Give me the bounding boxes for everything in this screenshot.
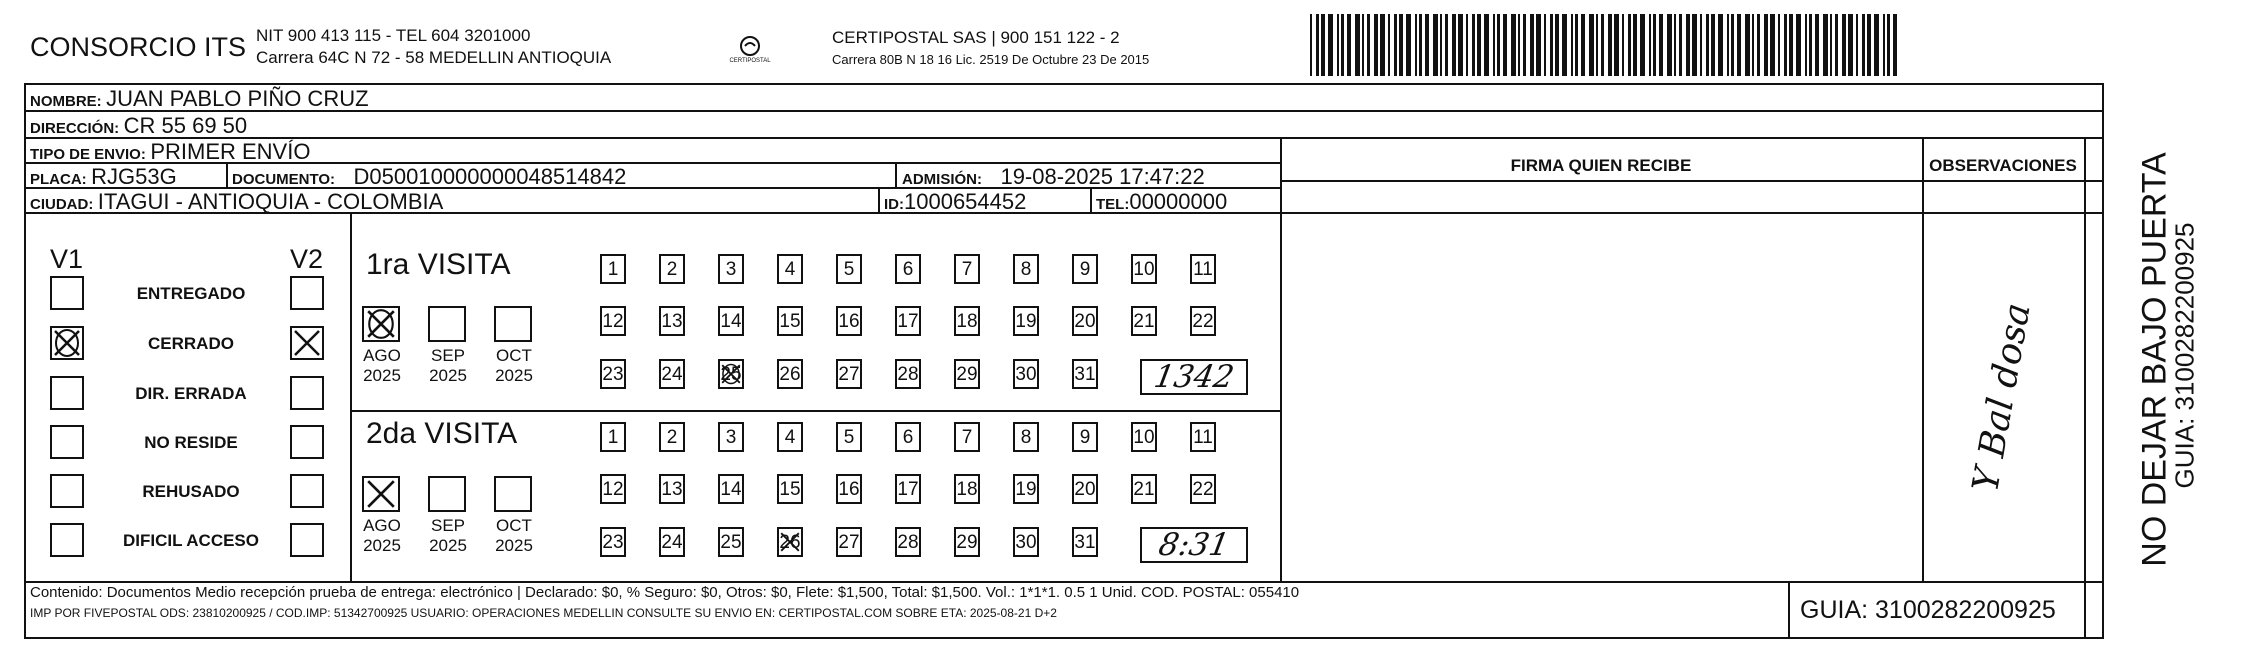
day-label: 8 [1020, 259, 1032, 280]
placa-label: PLACA: [30, 171, 87, 188]
placa-value: RJG53G [91, 164, 177, 189]
day-label: 31 [1074, 364, 1096, 385]
day-box[interactable] [1013, 422, 1039, 452]
day-box[interactable] [954, 422, 980, 452]
day-label: 17 [897, 479, 919, 500]
day-label: 16 [838, 311, 860, 332]
day-box[interactable] [1190, 254, 1216, 284]
day-box[interactable] [777, 474, 803, 504]
day-box[interactable] [659, 474, 685, 504]
tel-label: TEL: [1096, 196, 1130, 213]
day-box[interactable] [1013, 359, 1039, 389]
day-box[interactable] [600, 306, 626, 336]
day-box[interactable] [659, 422, 685, 452]
day-label: 21 [1133, 311, 1155, 332]
month-checkbox[interactable] [362, 476, 400, 512]
day-label: 6 [902, 259, 914, 280]
day-label: 26 [779, 364, 801, 385]
admision-label: ADMISIÓN: [902, 171, 982, 188]
day-label: 30 [1015, 364, 1037, 385]
company-address: Carrera 64C N 72 - 58 MEDELLIN ANTIOQUIA [256, 48, 612, 67]
day-label: 12 [602, 311, 624, 332]
day-box[interactable] [836, 422, 862, 452]
day-box[interactable] [1072, 306, 1098, 336]
day-box[interactable] [777, 306, 803, 336]
day-label: 18 [956, 479, 978, 500]
day-box[interactable] [954, 359, 980, 389]
v1-checkbox[interactable] [50, 376, 84, 410]
day-box[interactable] [836, 306, 862, 336]
day-box[interactable] [1013, 306, 1039, 336]
day-label: 5 [843, 427, 855, 448]
day-label: 18 [956, 311, 978, 332]
day-box[interactable] [1013, 527, 1039, 557]
day-box[interactable] [954, 306, 980, 336]
day-label: 25 [720, 532, 742, 553]
firma-header: FIRMA QUIEN RECIBE [1510, 156, 1692, 175]
day-label: 1 [607, 259, 619, 280]
id-value: 1000654452 [904, 189, 1027, 214]
day-box[interactable] [777, 422, 803, 452]
day-box[interactable] [836, 359, 862, 389]
day-label: 31 [1074, 532, 1096, 553]
month-year: 2025 [429, 536, 467, 555]
day-label: 21 [1133, 479, 1155, 500]
month-label: SEP [430, 516, 466, 535]
day-box[interactable] [718, 474, 744, 504]
day-label: 26 [779, 532, 801, 553]
nombre-label: NOMBRE: [30, 93, 102, 110]
day-label: 25 [720, 364, 742, 385]
day-label: 19 [1015, 479, 1037, 500]
signature-text: Y Bal dosa [1965, 300, 2039, 495]
v2-checkbox[interactable] [290, 474, 324, 508]
day-box[interactable] [718, 422, 744, 452]
day-label: 27 [838, 532, 860, 553]
v1-checkbox[interactable] [50, 523, 84, 557]
day-label: 15 [779, 479, 801, 500]
day-box[interactable] [777, 254, 803, 284]
direccion-label: DIRECCIÓN: [30, 120, 120, 137]
month-checkbox[interactable] [494, 476, 532, 512]
month-label: OCT [496, 346, 532, 365]
day-box[interactable] [1131, 306, 1157, 336]
ciudad-value: ITAGUI - ANTIOQUIA - COLOMBIA [97, 189, 444, 214]
day-label: 19 [1015, 311, 1037, 332]
day-box[interactable] [895, 527, 921, 557]
day-box[interactable] [600, 527, 626, 557]
v1-checkbox[interactable] [50, 474, 84, 508]
signature [1922, 212, 2084, 581]
v1-label: V1 [50, 244, 84, 274]
certipostal-logo-icon [730, 34, 770, 68]
nombre-value: JUAN PABLO PIÑO CRUZ [106, 86, 369, 111]
day-label: 7 [961, 259, 973, 280]
day-label: 3 [725, 259, 737, 280]
day-label: 23 [602, 532, 624, 553]
tel-value: 00000000 [1129, 189, 1228, 214]
v2-checkbox[interactable] [290, 326, 324, 360]
day-box[interactable] [600, 474, 626, 504]
day-box[interactable] [659, 359, 685, 389]
day-25-check-icon [720, 361, 742, 387]
day-label: 6 [902, 427, 914, 448]
month-year: 2025 [495, 536, 533, 555]
day-label: 30 [1015, 532, 1037, 553]
month-checkbox[interactable] [362, 306, 400, 342]
day-box[interactable] [1072, 359, 1098, 389]
day-label: 28 [897, 532, 919, 553]
day-box[interactable] [895, 474, 921, 504]
month-checkbox[interactable] [494, 306, 532, 342]
day-label: 4 [784, 259, 796, 280]
carrier-address: Carrera 80B N 18 16 Lic. 2519 De Octubre 23 De 2015 [832, 52, 1150, 67]
month-label: AGO [363, 516, 401, 535]
day-label: 24 [661, 532, 683, 553]
v2-label: V2 [290, 244, 324, 274]
day-box[interactable] [777, 359, 803, 389]
day-label: 27 [838, 364, 860, 385]
day-box[interactable] [895, 306, 921, 336]
day-label: 12 [602, 479, 624, 500]
day-box[interactable] [954, 254, 980, 284]
day-label: 29 [956, 532, 978, 553]
day-box[interactable] [777, 527, 803, 557]
carrier-name: CERTIPOSTAL SAS | 900 151 122 - 2 [832, 28, 1120, 47]
day-box[interactable] [600, 359, 626, 389]
day-label: 28 [897, 364, 919, 385]
day-box[interactable] [600, 254, 626, 284]
observaciones-header: OBSERVACIONES [1929, 156, 2077, 175]
status-label: DIFICIL ACCESO [122, 531, 259, 550]
day-box[interactable] [659, 254, 685, 284]
day-box[interactable] [1190, 422, 1216, 452]
company-name: CONSORCIO ITS [30, 32, 247, 62]
side-no-dejar: NO DEJAR BAJO PUERTA [2135, 152, 2174, 567]
day-label: 20 [1074, 311, 1096, 332]
month-year: 2025 [363, 536, 401, 555]
day-box[interactable] [659, 527, 685, 557]
day-label: 29 [956, 364, 978, 385]
status-label: REHUSADO [142, 482, 240, 501]
day-label: 22 [1192, 479, 1214, 500]
footer-guia: GUIA: 3100282200925 [1800, 596, 2056, 624]
id-label: ID: [884, 196, 904, 213]
tipo-envio-value: PRIMER ENVÍO [150, 139, 311, 164]
status-label: NO RESIDE [144, 433, 238, 452]
visit1-title: 1ra VISITA [366, 248, 511, 281]
v2-checkbox[interactable] [290, 425, 324, 459]
day-box[interactable] [1072, 527, 1098, 557]
day-label: 14 [720, 479, 742, 500]
day-box[interactable] [1072, 474, 1098, 504]
day-box[interactable] [1072, 422, 1098, 452]
month-label: SEP [430, 346, 466, 365]
visit2-handwritten: 8:31 [1156, 527, 1232, 563]
v1-checkbox[interactable] [50, 276, 84, 310]
visit1-handwritten: 1342 [1151, 359, 1237, 395]
logo-text: CERTIPOSTAL [729, 58, 771, 64]
barcode-icon [1310, 14, 1906, 76]
day-label: 1 [607, 427, 619, 448]
day-box[interactable] [1072, 254, 1098, 284]
day-label: 13 [661, 479, 683, 500]
v2-checkbox[interactable] [290, 276, 324, 310]
day-label: 11 [1193, 259, 1213, 280]
day-label: 5 [843, 259, 855, 280]
visit2-time-box [1140, 527, 1248, 563]
footer-contenido: Contenido: Documentos Medio recepción prueba de entrega: electrónico | Declarado: $0, % Seguro: $0, Otros: $0, Flete: $1,500, Total: $1,500. Vol.: 1*1*1. 0.5 1 Unid. COD. POSTAL: 055410 [30, 584, 1300, 601]
day-box[interactable] [1131, 422, 1157, 452]
visit1-time-box [1140, 359, 1248, 395]
direccion-value: CR 55 69 50 [123, 113, 248, 138]
month-ago-check-icon [364, 478, 398, 510]
day-box[interactable] [895, 422, 921, 452]
day-box[interactable] [718, 359, 744, 389]
status-label: DIR. ERRADA [135, 384, 247, 403]
documento-label: DOCUMENTO: [232, 171, 336, 188]
day-label: 3 [725, 427, 737, 448]
barcode [1310, 14, 1906, 76]
day-label: 8 [1020, 427, 1032, 448]
company-nit-tel: NIT 900 413 115 - TEL 604 3201000 [256, 26, 531, 45]
day-label: 10 [1133, 259, 1155, 280]
day-label: 13 [661, 311, 683, 332]
day-label: 10 [1133, 427, 1155, 448]
day-box[interactable] [1013, 254, 1039, 284]
v2-checkbox[interactable] [290, 523, 324, 557]
day-box[interactable] [600, 422, 626, 452]
day-box[interactable] [1190, 306, 1216, 336]
visit2-title: 2da VISITA [366, 417, 518, 450]
day-box[interactable] [836, 527, 862, 557]
v1-cerrado-check-icon [52, 328, 82, 358]
day-label: 20 [1074, 479, 1096, 500]
month-label: OCT [496, 516, 532, 535]
ciudad-label: CIUDAD: [30, 196, 94, 213]
day-label: 11 [1193, 427, 1213, 448]
day-label: 9 [1079, 427, 1091, 448]
footer-imp: IMP POR FIVEPOSTAL ODS: 23810200925 / COD.IMP: 51342700925 USUARIO: OPERACIONES MEDELLIN CONSULTE SU ENVIO EN: CERTIPOSTAL.COM SOBRE ETA: 2025-08-21 D+2 [30, 606, 1057, 620]
side-guia: GUIA: 3100282200925 [2169, 222, 2200, 489]
day-box[interactable] [895, 254, 921, 284]
day-label: 7 [961, 427, 973, 448]
day-26-check-icon [779, 529, 801, 555]
day-label: 22 [1192, 311, 1214, 332]
day-box[interactable] [659, 306, 685, 336]
admision-value: 19-08-2025 17:47:22 [1000, 164, 1205, 189]
day-box[interactable] [954, 527, 980, 557]
month-year: 2025 [363, 366, 401, 385]
status-label: ENTREGADO [136, 284, 246, 303]
day-box[interactable] [1013, 474, 1039, 504]
day-box[interactable] [1131, 254, 1157, 284]
day-label: 9 [1079, 259, 1091, 280]
day-box[interactable] [718, 306, 744, 336]
day-box[interactable] [954, 474, 980, 504]
day-label: 14 [720, 311, 742, 332]
month-checkbox[interactable] [428, 476, 466, 512]
day-label: 23 [602, 364, 624, 385]
v1-checkbox[interactable] [50, 425, 84, 459]
day-label: 17 [897, 311, 919, 332]
month-year: 2025 [429, 366, 467, 385]
day-box[interactable] [1190, 474, 1216, 504]
month-checkbox[interactable] [428, 306, 466, 342]
day-label: 4 [784, 427, 796, 448]
day-label: 24 [661, 364, 683, 385]
month-label: AGO [363, 346, 401, 365]
v1-checkbox[interactable] [50, 326, 84, 360]
month-year: 2025 [495, 366, 533, 385]
tipo-envio-label: TIPO DE ENVIO: [30, 146, 146, 163]
day-box[interactable] [836, 474, 862, 504]
documento-value: D050010000000048514842 [353, 164, 627, 189]
day-box[interactable] [1131, 474, 1157, 504]
day-box[interactable] [718, 254, 744, 284]
v2-cerrado-check-icon [292, 328, 322, 358]
day-label: 2 [666, 427, 678, 448]
day-label: 15 [779, 311, 801, 332]
day-box[interactable] [836, 254, 862, 284]
day-box[interactable] [718, 527, 744, 557]
day-label: 2 [666, 259, 678, 280]
status-label: CERRADO [148, 334, 234, 353]
day-box[interactable] [895, 359, 921, 389]
month-ago-check-icon [364, 308, 398, 340]
day-label: 16 [838, 479, 860, 500]
v2-checkbox[interactable] [290, 376, 324, 410]
